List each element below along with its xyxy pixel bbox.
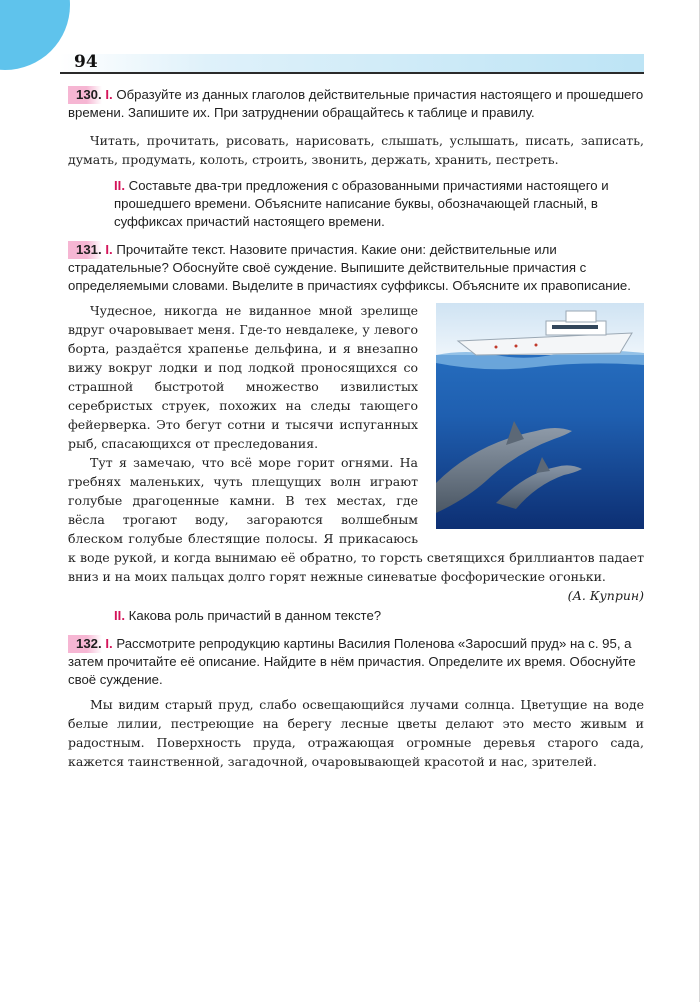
header-band (60, 54, 644, 72)
exercise-130-number: 130. (68, 86, 102, 104)
kuprin-text-paragraph-1: Чудесное, никогда не виданное мной зрелище вдруг очаровывает меня. Где-то невдалеке, у левого борта, раздаётся храпенье дельфина, и я внезапно вижу вокруг лодки и под лодкой проносящихся со страшной быстротой множество извилистых серебристых струек, похожих на следы тающего фейерверка. Это бегут сотни и тысячи испуганных рыб, спасающихся от преследования. (68, 303, 418, 451)
exercise-131-number: 131. (68, 241, 102, 259)
exercise-132-number: 132. (68, 635, 102, 653)
roman-numeral: II. (114, 608, 125, 623)
roman-numeral: I. (105, 636, 113, 651)
exercise-130-task-1 (68, 86, 644, 122)
page-number: 94 (74, 52, 98, 72)
task-text: Составьте два-три предложения с образованными причастиями настоящего и прошедшего времени. Объясните написание буквы, обозначающей гласный, в суффиксах причастий настоящего времени. (114, 178, 609, 229)
page-content (68, 86, 644, 771)
task-text: Образуйте из данных глаголов действительные причастия настоящего и прошедшего времени. Запишите их. При затруднении обращайтесь к таблице и правилу. (68, 87, 644, 120)
dolphins-and-boat-photo (436, 303, 644, 529)
exercise-131-task-2 (68, 607, 644, 625)
roman-numeral: I. (105, 87, 113, 102)
roman-numeral: I. (105, 242, 113, 257)
exercise-130-task-2 (68, 177, 644, 231)
task-text: Какова роль причастий в данном тексте? (128, 608, 382, 623)
exercise-130-verbs: Читать, прочитать, рисовать, нарисовать, слышать, услышать, писать, записать, думать, продумать, колоть, строить, звонить, держать, хранить, пестреть. (68, 133, 644, 167)
task-text: Прочитайте текст. Назовите причастия. Какие они: действительные или страдательные? Обоснуйте своё суждение. Выпишите действительные причастия с определяемыми словами. Выделите в причастиях суффиксы. Объясните их правописание. (68, 242, 631, 293)
task-text: Рассмотрите репродукцию картины Василия Поленова «Заросший пруд» на с. 95, а затем прочитайте её описание. Найдите в нём причастия. Определите их время. Обоснуйте своё суждение. (68, 636, 636, 687)
exercise-132-text: Мы видим старый пруд, слабо освещающийся лучами солнца. Цветущие на воде белые лилии, пестреющие на берегу лесные цветы делают это место живым и радостным. Поверхность пруда, отражающая огромные деревья старого сада, кажется таинственной, загадочной, очаровывающей красотой и нас, зрителей. (68, 697, 644, 769)
kuprin-text-paragraph-2: Тут я замечаю, что всё море горит огнями. На гребнях маленьких, чуть плещущих волн играют голубые драгоценные камни. В тех местах, где вёсла трогают воду, загораются волшебным блеском голубые блестящие полосы. Я прикасаюсь к воде рукой, и когда вынимаю её обратно, то горсть светящихся бриллиантов падает вниз и на моих пальцах долго горят нежные синеватые фосфорические огоньки. (68, 455, 644, 584)
exercise-132-task-1 (68, 635, 644, 689)
roman-numeral: II. (114, 178, 125, 193)
text-author: (А. Куприн) (567, 588, 644, 603)
header-rule (60, 72, 644, 74)
exercise-131-task-1 (68, 241, 644, 295)
